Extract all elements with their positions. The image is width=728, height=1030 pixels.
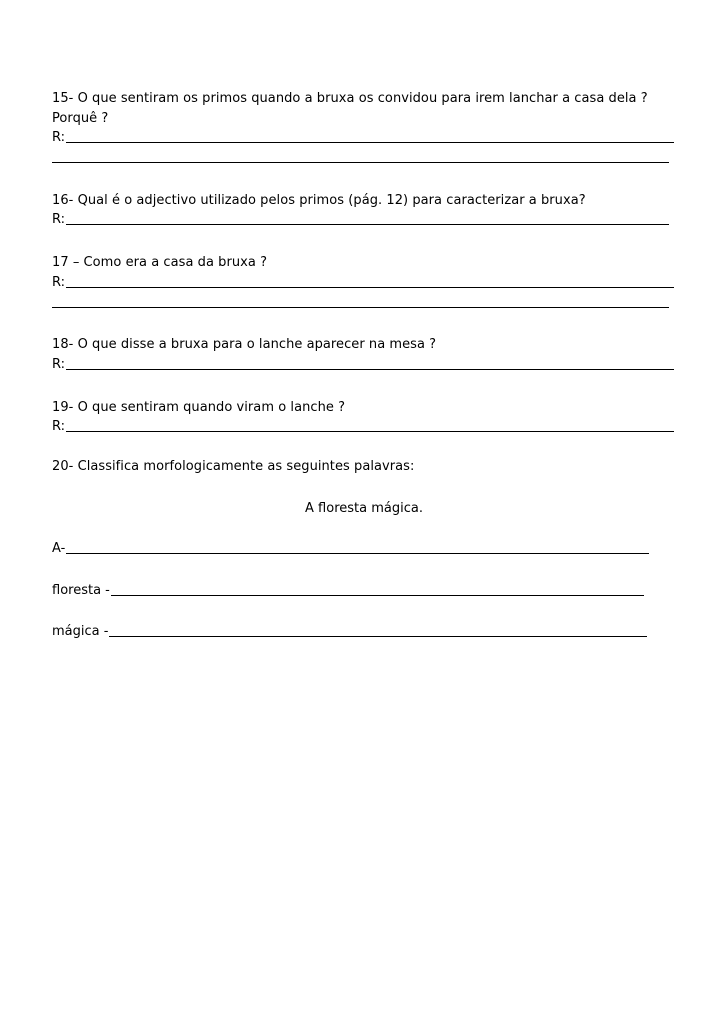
answer-rule xyxy=(66,224,669,225)
question-19-answer-line[interactable] xyxy=(52,418,674,436)
answer-rule xyxy=(66,287,674,288)
answer-label: R: xyxy=(52,212,66,227)
classify-item-label: floresta - xyxy=(52,583,110,598)
classify-item-label: A- xyxy=(52,541,66,556)
question-18-answer-line[interactable] xyxy=(52,356,674,374)
answer-rule xyxy=(66,142,674,143)
question-16-text: 16- Qual é o adjectivo utilizado pelos primos (pág. 12) para caracterizar a bruxa? xyxy=(52,193,586,208)
question-20-text: 20- Classifica morfologicamente as seguintes palavras: xyxy=(52,459,415,474)
classify-item-floresta[interactable] xyxy=(52,582,644,600)
answer-label: R: xyxy=(52,357,66,372)
question-15-extra-answer-line[interactable] xyxy=(52,162,669,163)
classify-item-a[interactable] xyxy=(52,540,649,558)
answer-label: R: xyxy=(52,130,66,145)
answer-rule xyxy=(66,553,649,554)
question-18-text: 18- O que disse a bruxa para o lanche aparecer na mesa ? xyxy=(52,337,437,352)
question-15-answer-line[interactable] xyxy=(52,129,674,147)
classify-item-magica[interactable] xyxy=(52,623,647,641)
question-20-phrase: A floresta mágica. xyxy=(305,501,423,516)
question-17-extra-answer-line[interactable] xyxy=(52,307,669,308)
question-17-answer-line[interactable] xyxy=(52,274,674,292)
answer-rule xyxy=(66,369,674,370)
answer-rule xyxy=(109,636,647,637)
answer-rule xyxy=(111,595,644,596)
answer-rule xyxy=(66,431,674,432)
question-15-text: 15- O que sentiram os primos quando a bruxa os convidou para irem lanchar a casa dela ? xyxy=(52,91,648,106)
question-16-answer-line[interactable] xyxy=(52,211,669,229)
answer-label: R: xyxy=(52,275,66,290)
question-17-text: 17 – Como era a casa da bruxa ? xyxy=(52,255,268,270)
classify-item-label: mágica - xyxy=(52,624,109,639)
question-19-text: 19- O que sentiram quando viram o lanche ? xyxy=(52,400,346,415)
question-15-subtext: Porquê ? xyxy=(52,111,109,126)
answer-label: R: xyxy=(52,419,66,434)
